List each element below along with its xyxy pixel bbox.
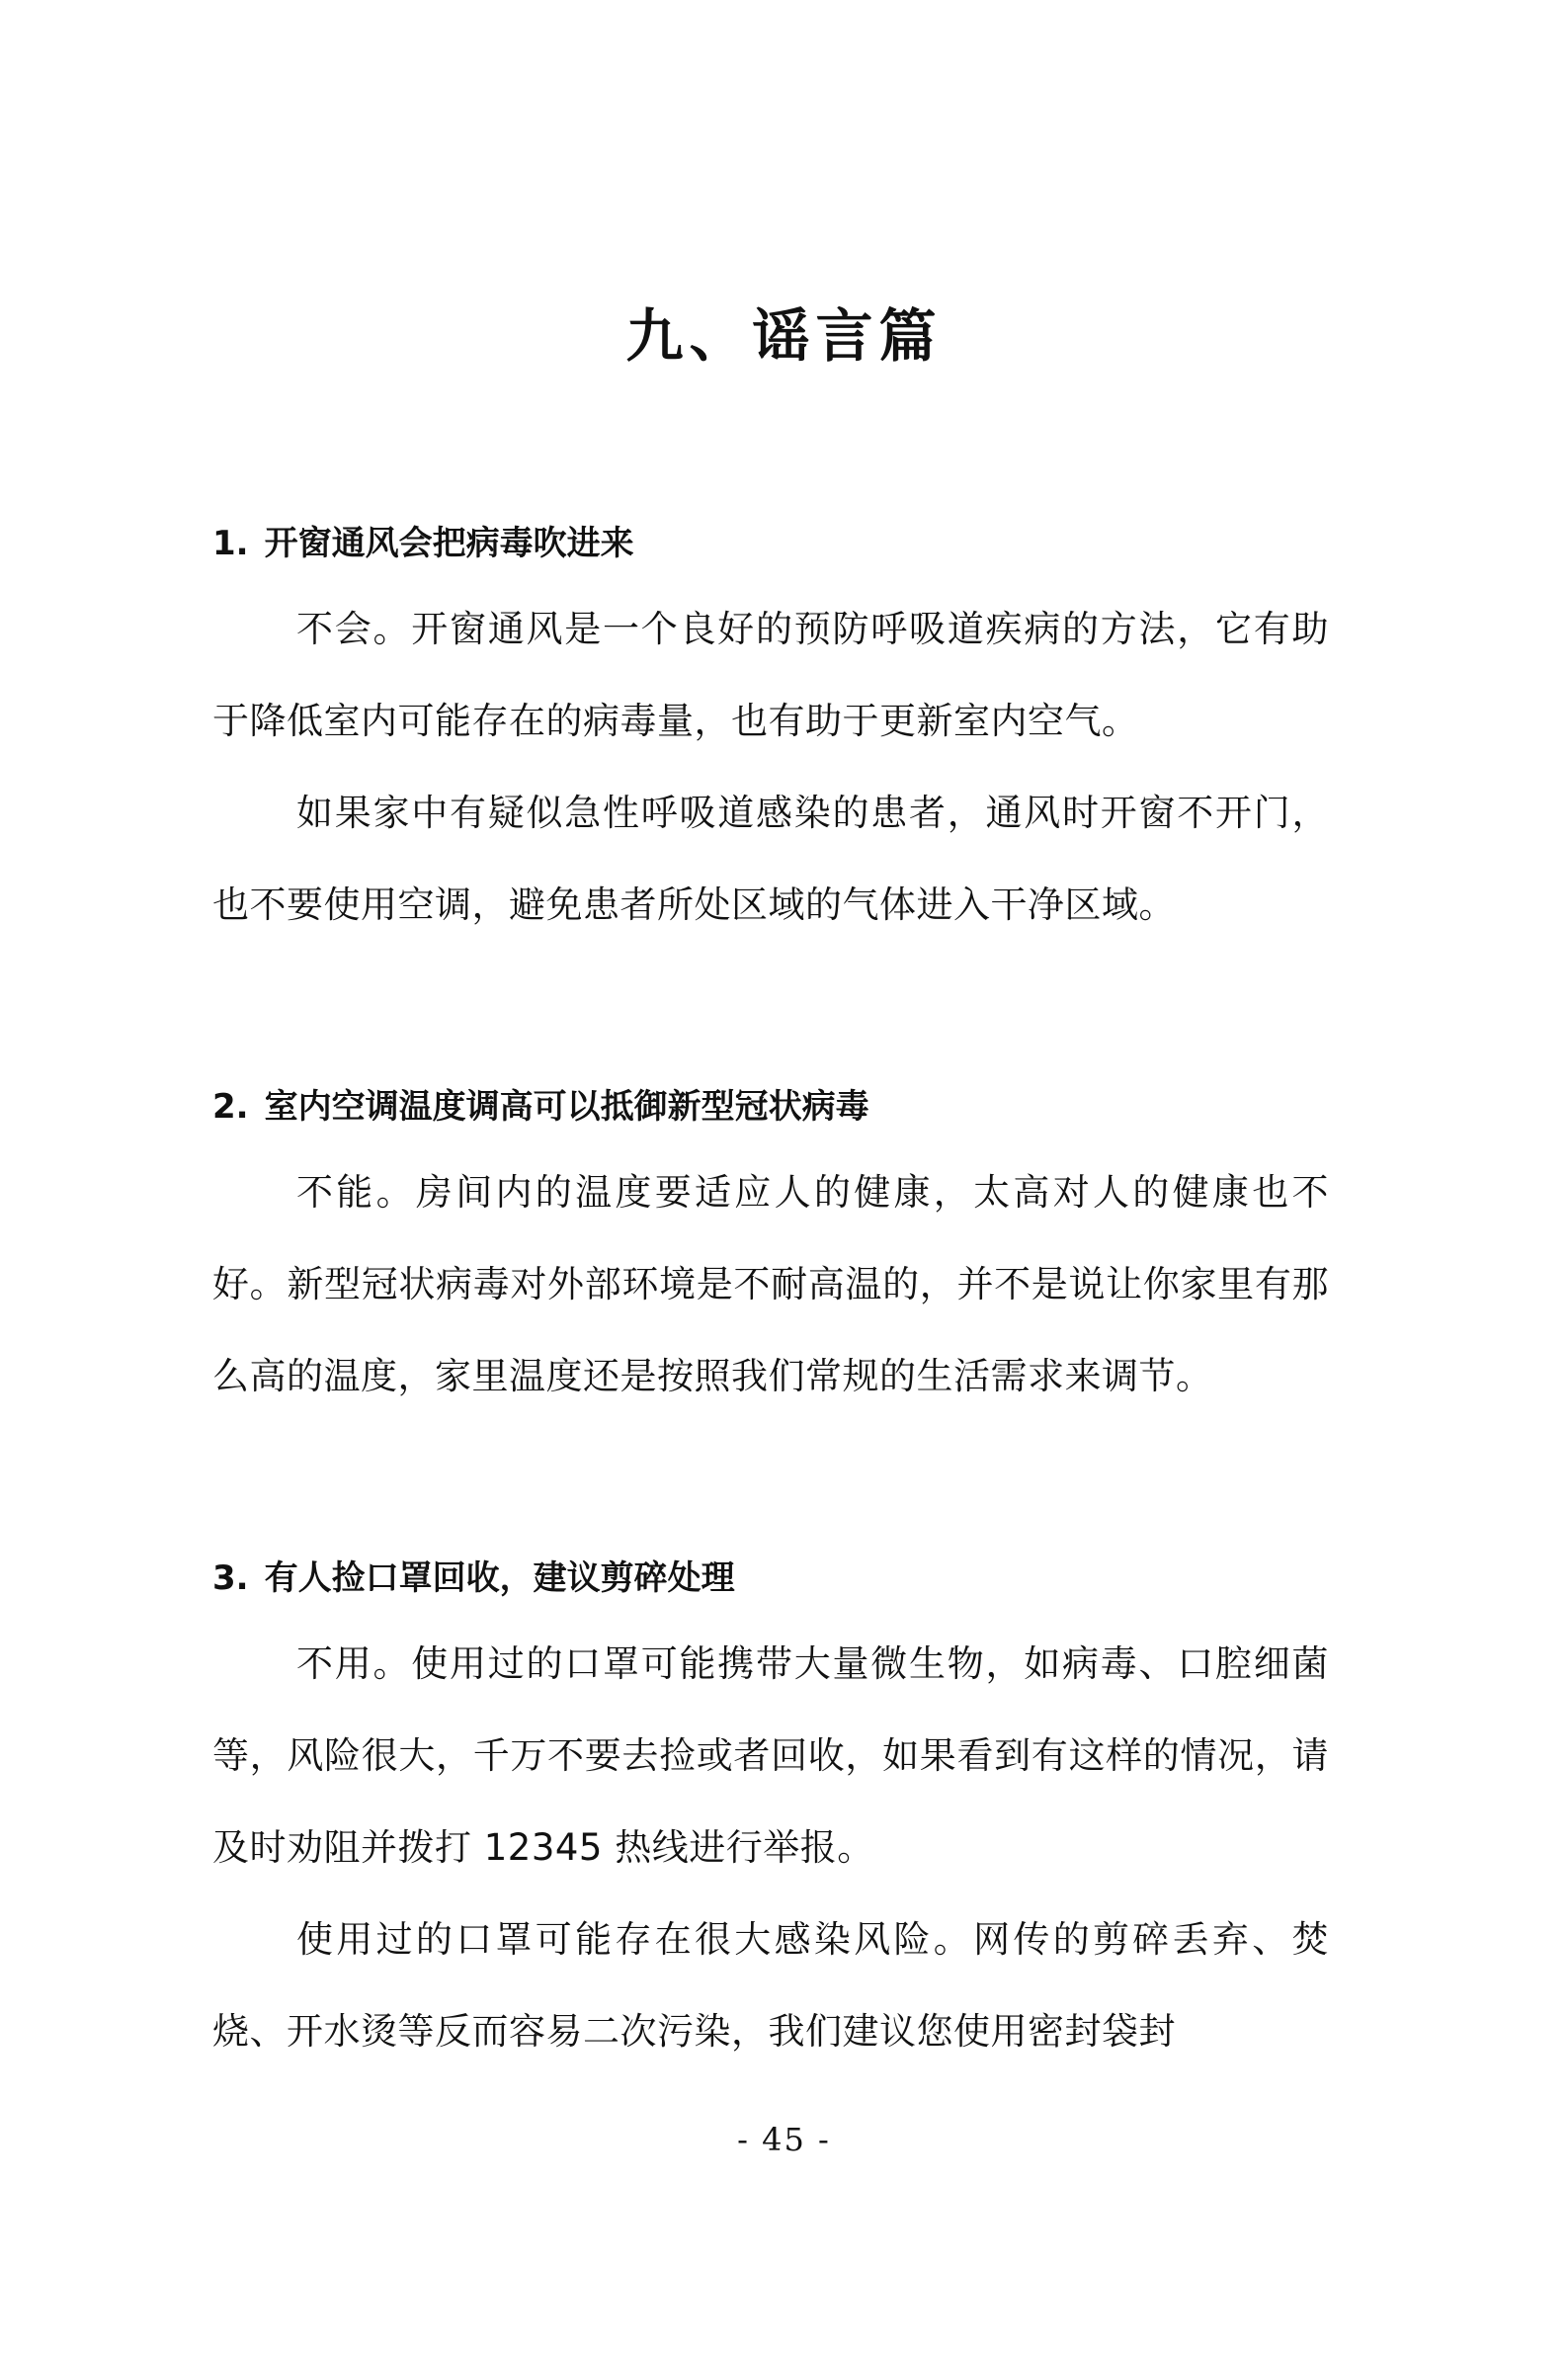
paragraph: 不用。使用过的口罩可能携带大量微生物，如病毒、口腔细菌等，风险很大，千万不要去捡或者回收，如果看到有这样的情况，请及时劝阻并拨打 12345 热线进行举报。 — [212, 1642, 1329, 1869]
section-heading — [212, 1067, 1329, 1146]
section-heading — [212, 1539, 1329, 1618]
paragraph: 使用过的口罩可能存在很大感染风险。网传的剪碎丢弃、焚烧、开水烫等反而容易二次污染，我们建议您使用密封袋封 — [212, 1918, 1329, 2053]
section-heading — [212, 504, 1329, 583]
section-number: 1. — [212, 524, 249, 563]
page-number: - 45 - — [737, 2121, 831, 2158]
content-body — [212, 504, 1329, 2194]
section-title: 有人捡口罩回收，建议剪碎处理 — [264, 1558, 735, 1598]
paragraph: 不能。房间内的温度要适应人的健康，太高对人的健康也不好。新型冠状病毒对外部环境是不耐高温的，并不是说让你家里有那么高的温度，家里温度还是按照我们常规的生活需求来调节。 — [212, 1171, 1329, 1397]
section-title: 室内空调温度调高可以抵御新型冠状病毒 — [264, 1087, 869, 1127]
section-number: 3. — [212, 1558, 249, 1598]
paragraph: 如果家中有疑似急性呼吸道感染的患者，通风时开窗不开门，也不要使用空调，避免患者所处区域的气体进入干净区域。 — [212, 792, 1329, 926]
paragraph: 不会。开窗通风是一个良好的预防呼吸道疾病的方法，它有助于降低室内可能存在的病毒量，也有助于更新室内空气。 — [212, 608, 1329, 742]
section-number: 2. — [212, 1087, 249, 1127]
section-title: 开窗通风会把病毒吹进来 — [264, 524, 634, 563]
section-3 — [212, 1539, 1329, 2077]
section-2 — [212, 1067, 1329, 1422]
section-1 — [212, 504, 1329, 951]
chapter-title: 九、谣言篇 — [625, 302, 943, 370]
